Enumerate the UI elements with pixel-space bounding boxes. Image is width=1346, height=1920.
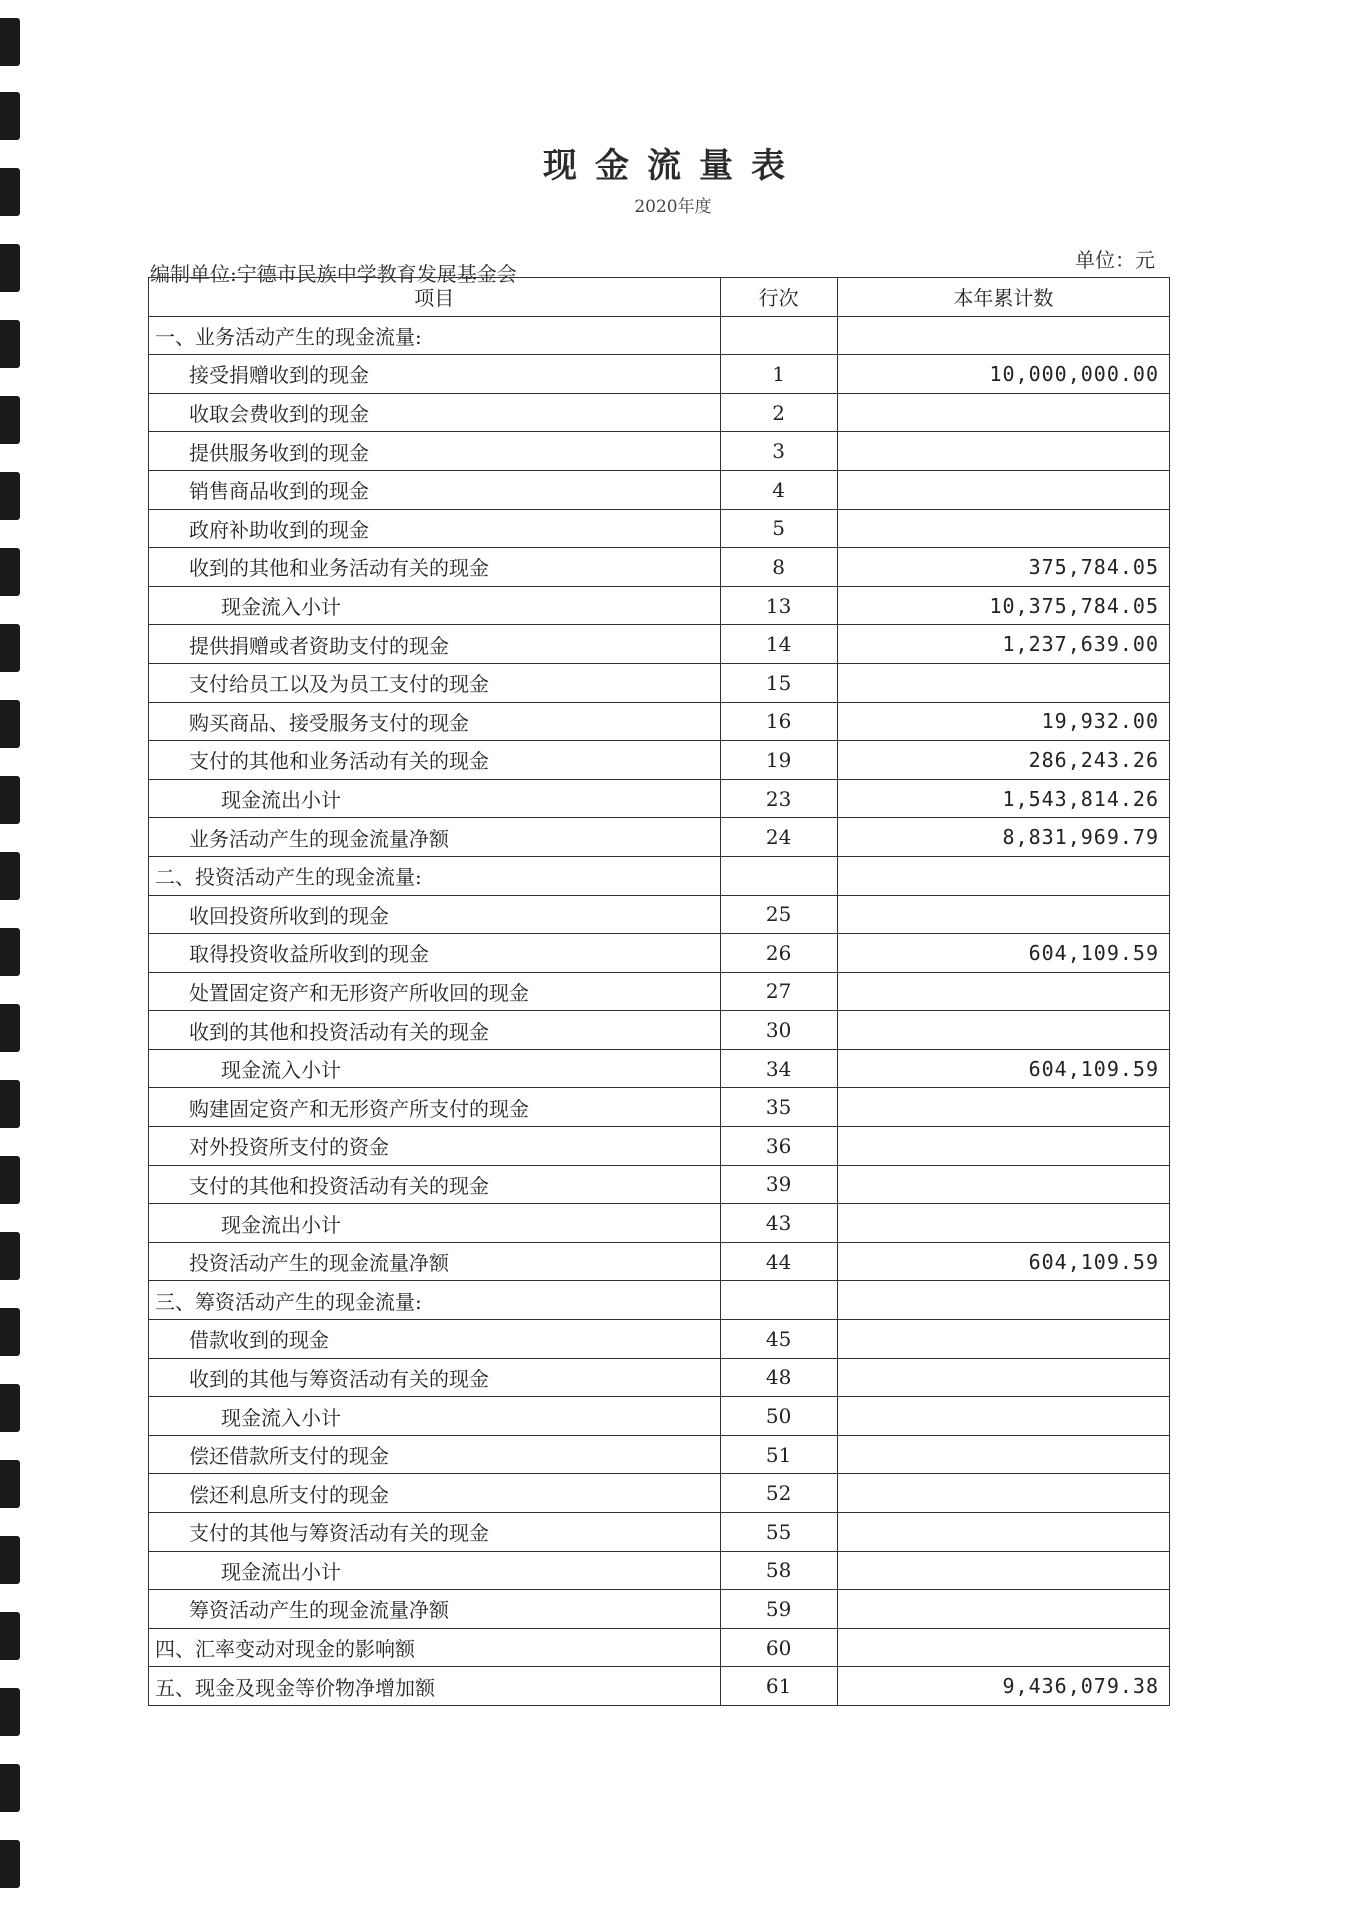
row-amount: 1,237,639.00 — [837, 625, 1169, 664]
row-amount: 8,831,969.79 — [837, 818, 1169, 857]
header-item: 项目 — [149, 278, 721, 317]
row-line-number: 60 — [720, 1628, 837, 1667]
table-row — [149, 355, 1170, 394]
row-line-number: 19 — [720, 741, 837, 780]
table-row — [149, 1358, 1170, 1397]
row-line-number: 30 — [720, 1011, 837, 1050]
row-amount: 10,000,000.00 — [837, 355, 1169, 394]
table-row — [149, 1011, 1170, 1050]
row-amount — [837, 1088, 1169, 1127]
row-line-number: 39 — [720, 1165, 837, 1204]
binding-hole — [0, 852, 20, 900]
table-row — [149, 972, 1170, 1011]
row-amount — [837, 1513, 1169, 1552]
binding-hole — [0, 1688, 20, 1736]
section-heading: 四、汇率变动对现金的影响额 — [149, 1628, 721, 1667]
binding-hole — [0, 320, 20, 368]
row-item: 偿还借款所支付的现金 — [149, 1435, 721, 1474]
row-line-number: 34 — [720, 1049, 837, 1088]
row-item: 收回投资所收到的现金 — [149, 895, 721, 934]
table-row — [149, 663, 1170, 702]
row-line-number: 16 — [720, 702, 837, 741]
table-row — [149, 1165, 1170, 1204]
row-amount — [837, 1204, 1169, 1243]
section-heading: 五、现金及现金等价物净增加额 — [149, 1667, 721, 1706]
table-header-row — [149, 278, 1170, 317]
table-row — [149, 393, 1170, 432]
table-row — [149, 895, 1170, 934]
row-line-number — [720, 856, 837, 895]
table-row — [149, 1435, 1170, 1474]
row-amount — [837, 856, 1169, 895]
row-amount: 375,784.05 — [837, 548, 1169, 587]
row-amount — [837, 432, 1169, 471]
row-amount: 1,543,814.26 — [837, 779, 1169, 818]
row-line-number: 50 — [720, 1397, 837, 1436]
row-line-number: 23 — [720, 779, 837, 818]
table-row — [149, 1049, 1170, 1088]
row-line-number: 24 — [720, 818, 837, 857]
row-amount: 10,375,784.05 — [837, 586, 1169, 625]
row-line-number: 25 — [720, 895, 837, 934]
row-line-number: 44 — [720, 1242, 837, 1281]
row-item: 投资活动产生的现金流量净额 — [149, 1242, 721, 1281]
row-item: 现金流出小计 — [149, 1551, 721, 1590]
row-item: 接受捐赠收到的现金 — [149, 355, 721, 394]
binding-hole — [0, 1308, 20, 1356]
row-item: 收到的其他和投资活动有关的现金 — [149, 1011, 721, 1050]
row-line-number: 52 — [720, 1474, 837, 1513]
table-row — [149, 1204, 1170, 1243]
table-row — [149, 470, 1170, 509]
row-amount: 604,109.59 — [837, 1242, 1169, 1281]
row-amount — [837, 470, 1169, 509]
row-amount — [837, 1474, 1169, 1513]
row-line-number: 35 — [720, 1088, 837, 1127]
row-item: 购建固定资产和无形资产所支付的现金 — [149, 1088, 721, 1127]
row-amount — [837, 1551, 1169, 1590]
row-amount: 286,243.26 — [837, 741, 1169, 780]
table-row — [149, 741, 1170, 780]
binding-hole — [0, 1080, 20, 1128]
row-item: 收取会费收到的现金 — [149, 393, 721, 432]
row-amount — [837, 1628, 1169, 1667]
row-line-number: 14 — [720, 625, 837, 664]
row-amount: 604,109.59 — [837, 934, 1169, 973]
row-line-number: 1 — [720, 355, 837, 394]
row-amount — [837, 1435, 1169, 1474]
table-row — [149, 432, 1170, 471]
row-amount — [837, 1320, 1169, 1359]
binding-hole — [0, 928, 20, 976]
table-row — [149, 779, 1170, 818]
row-item: 业务活动产生的现金流量净额 — [149, 818, 721, 857]
row-amount — [837, 1011, 1169, 1050]
binding-hole — [0, 700, 20, 748]
row-item: 提供捐赠或者资助支付的现金 — [149, 625, 721, 664]
table-row — [149, 818, 1170, 857]
row-line-number: 36 — [720, 1127, 837, 1166]
row-amount: 19,932.00 — [837, 702, 1169, 741]
row-amount: 604,109.59 — [837, 1049, 1169, 1088]
row-amount — [837, 895, 1169, 934]
row-item: 收到的其他和业务活动有关的现金 — [149, 548, 721, 587]
row-line-number: 43 — [720, 1204, 837, 1243]
table-row — [149, 586, 1170, 625]
row-item: 收到的其他与筹资活动有关的现金 — [149, 1358, 721, 1397]
binding-hole — [0, 1384, 20, 1432]
row-line-number: 2 — [720, 393, 837, 432]
binding-hole — [0, 776, 20, 824]
row-line-number: 5 — [720, 509, 837, 548]
row-item: 对外投资所支付的资金 — [149, 1127, 721, 1166]
row-item: 购买商品、接受服务支付的现金 — [149, 702, 721, 741]
table-row — [149, 625, 1170, 664]
binding-hole — [0, 1840, 20, 1888]
binding-hole — [0, 1232, 20, 1280]
table-row — [149, 1551, 1170, 1590]
table-row — [149, 1590, 1170, 1629]
row-line-number: 15 — [720, 663, 837, 702]
header-line-number: 行次 — [720, 278, 837, 317]
row-item: 支付的其他和业务活动有关的现金 — [149, 741, 721, 780]
table-row — [149, 1513, 1170, 1552]
row-amount — [837, 1281, 1169, 1320]
row-item: 取得投资收益所收到的现金 — [149, 934, 721, 973]
binding-hole — [0, 1156, 20, 1204]
table-row — [149, 934, 1170, 973]
row-item: 提供服务收到的现金 — [149, 432, 721, 471]
reporting-organization: 编制单位:宁德市民族中学教育发展基金会 — [150, 262, 517, 286]
binding-hole — [0, 1460, 20, 1508]
row-line-number — [720, 1281, 837, 1320]
row-line-number: 3 — [720, 432, 837, 471]
row-item: 政府补助收到的现金 — [149, 509, 721, 548]
row-line-number: 51 — [720, 1435, 837, 1474]
binding-hole — [0, 624, 20, 672]
row-amount — [837, 663, 1169, 702]
report-period: 2020年度 — [634, 197, 712, 217]
row-amount — [837, 1590, 1169, 1629]
section-heading: 三、筹资活动产生的现金流量: — [149, 1281, 721, 1320]
table-row — [149, 1088, 1170, 1127]
section-heading: 二、投资活动产生的现金流量: — [149, 856, 721, 895]
page-title: 现金流量表 — [543, 146, 803, 186]
row-amount — [837, 393, 1169, 432]
row-line-number: 58 — [720, 1551, 837, 1590]
table-row — [149, 1628, 1170, 1667]
binding-hole — [0, 18, 20, 66]
row-amount — [837, 1397, 1169, 1436]
row-line-number: 4 — [720, 470, 837, 509]
row-item: 借款收到的现金 — [149, 1320, 721, 1359]
row-amount — [837, 509, 1169, 548]
row-line-number: 13 — [720, 586, 837, 625]
table-row — [149, 1127, 1170, 1166]
row-line-number: 45 — [720, 1320, 837, 1359]
row-item: 销售商品收到的现金 — [149, 470, 721, 509]
binding-hole — [0, 396, 20, 444]
binding-hole — [0, 92, 20, 140]
binding-hole — [0, 1004, 20, 1052]
row-item: 偿还利息所支付的现金 — [149, 1474, 721, 1513]
row-item: 现金流出小计 — [149, 1204, 721, 1243]
binding-hole — [0, 548, 20, 596]
table-row — [149, 702, 1170, 741]
table-row — [149, 1474, 1170, 1513]
row-item: 处置固定资产和无形资产所收回的现金 — [149, 972, 721, 1011]
header-ytd-amount: 本年累计数 — [837, 278, 1169, 317]
table-row — [149, 548, 1170, 587]
table-row — [149, 1281, 1170, 1320]
table-row — [149, 856, 1170, 895]
row-line-number: 26 — [720, 934, 837, 973]
table-row — [149, 509, 1170, 548]
row-amount — [837, 1127, 1169, 1166]
table-row — [149, 316, 1170, 355]
table-row — [149, 1320, 1170, 1359]
row-amount — [837, 972, 1169, 1011]
binding-holes — [0, 0, 30, 1920]
row-item: 现金流出小计 — [149, 779, 721, 818]
binding-hole — [0, 1764, 20, 1812]
row-item: 支付的其他和投资活动有关的现金 — [149, 1165, 721, 1204]
binding-hole — [0, 244, 20, 292]
row-item: 支付的其他与筹资活动有关的现金 — [149, 1513, 721, 1552]
binding-hole — [0, 472, 20, 520]
row-line-number: 48 — [720, 1358, 837, 1397]
row-item: 筹资活动产生的现金流量净额 — [149, 1590, 721, 1629]
row-amount: 9,436,079.38 — [837, 1667, 1169, 1706]
section-heading: 一、业务活动产生的现金流量: — [149, 316, 721, 355]
row-amount — [837, 1165, 1169, 1204]
row-amount — [837, 316, 1169, 355]
row-amount — [837, 1358, 1169, 1397]
row-line-number: 61 — [720, 1667, 837, 1706]
row-item: 现金流入小计 — [149, 1049, 721, 1088]
row-line-number — [720, 316, 837, 355]
table-row — [149, 1242, 1170, 1281]
row-item: 现金流入小计 — [149, 586, 721, 625]
row-item: 支付给员工以及为员工支付的现金 — [149, 663, 721, 702]
cash-flow-table — [148, 277, 1170, 1706]
table-row — [149, 1667, 1170, 1706]
row-item: 现金流入小计 — [149, 1397, 721, 1436]
currency-unit: 单位：元 — [1075, 248, 1155, 272]
row-line-number: 59 — [720, 1590, 837, 1629]
row-line-number: 55 — [720, 1513, 837, 1552]
table-body — [149, 316, 1170, 1705]
row-line-number: 27 — [720, 972, 837, 1011]
table-row — [149, 1397, 1170, 1436]
binding-hole — [0, 1612, 20, 1660]
binding-hole — [0, 1536, 20, 1584]
row-line-number: 8 — [720, 548, 837, 587]
